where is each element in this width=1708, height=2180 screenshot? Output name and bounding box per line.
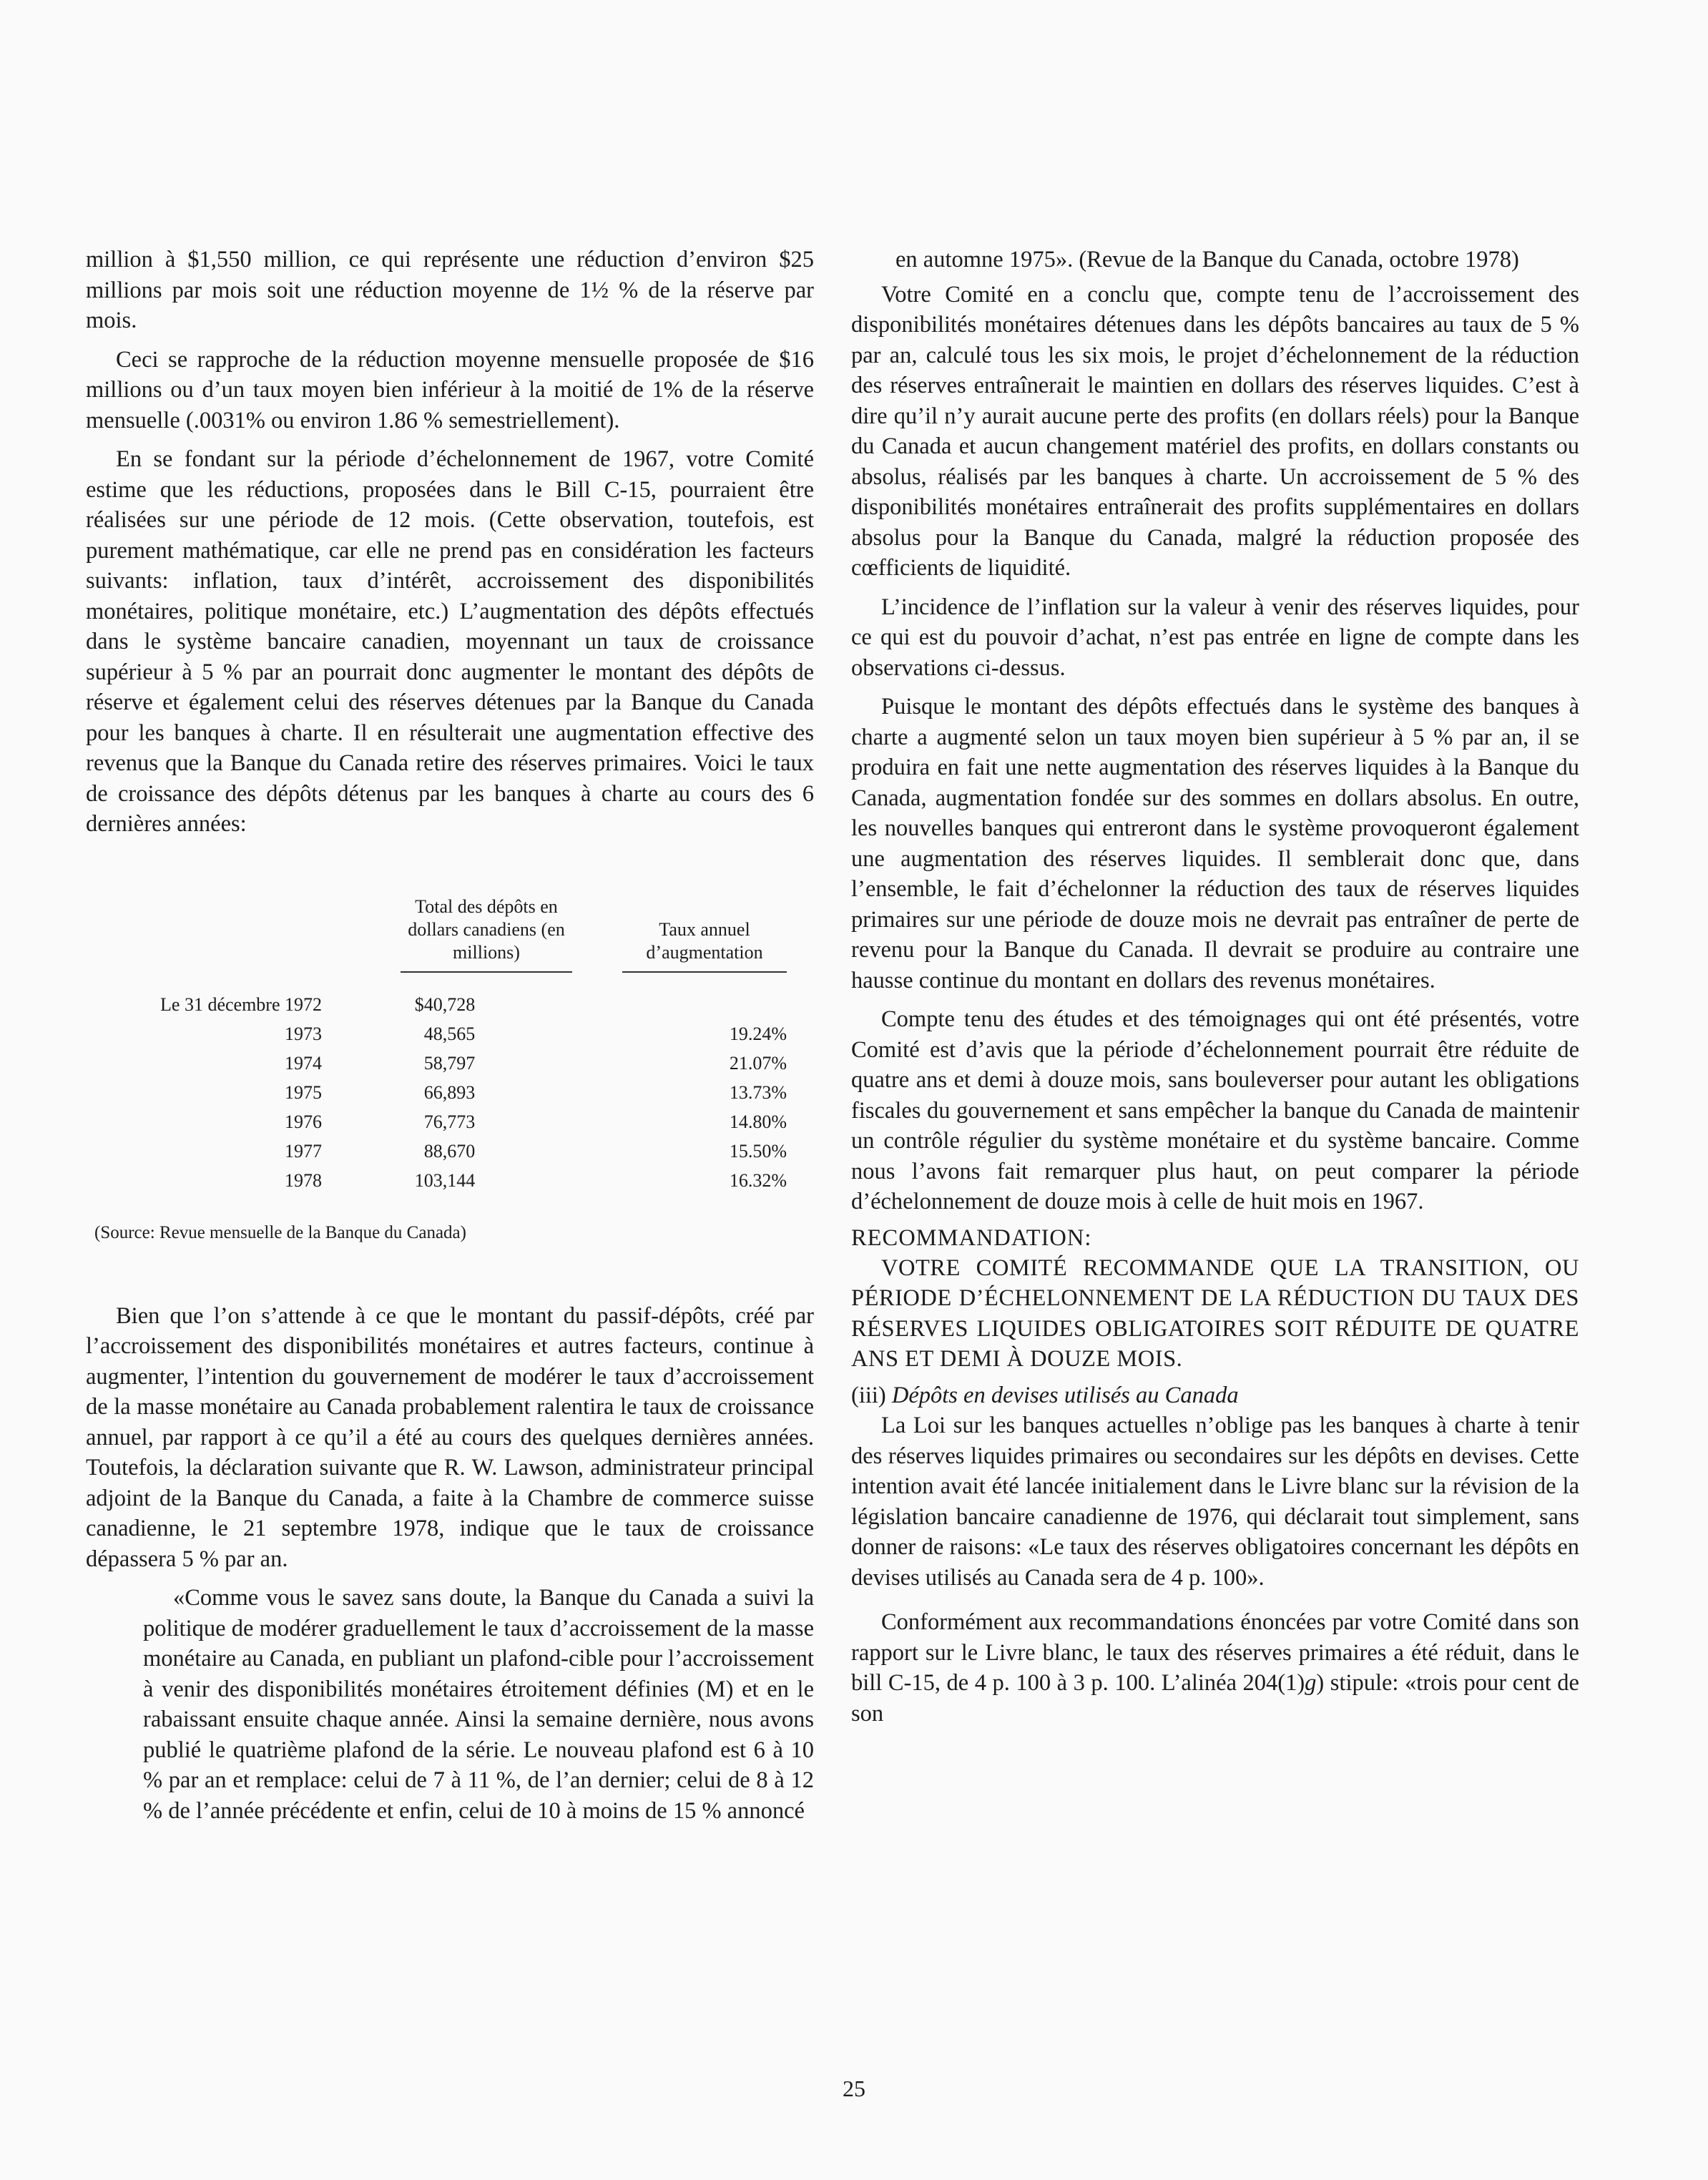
column-header-total: Total des dépôts en dollars canadiens (en millions) (401, 895, 572, 973)
row-rate: 21.07% (729, 1052, 787, 1074)
row-label: Le 31 décembre 1972 (160, 993, 322, 1015)
row-total: 48,565 (423, 1023, 476, 1044)
row-rate: 14.80% (729, 1111, 787, 1132)
row-total: 58,797 (423, 1052, 476, 1074)
paragraph: En se fondant sur la période d’échelonnement de 1967, votre Comité estime que les réductions, proposées dans le Bill C-15, pourraient être réalisées sur une période de 12 mois. (Cette observation, toutefois, est purement mathématique, car elle ne prend pas en considération les facteurs suivants: inflation, taux d’intérêt, accroissement des disponibilités monétaires, politique monétaire, etc.) L’augmentation des dépôts effectués dans le système bancaire canadien, moyennant un taux de croissance supérieur à 5 % par an pourrait donc augmenter le montant des dépôts de réserve et également celui des réserves détenues par la Banque du Canada pour les banques à charte. Il en résulterait une augmentation effective des revenus que la Banque du Canada retire des réserves primaires. Voici le taux de croissance des dépôts détenus par les banques à charte au cours des 6 dernières années: (86, 446, 814, 837)
row-label: 1975 (285, 1081, 322, 1103)
paragraph: million à $1,550 million, ce qui représente une réduction d’environ $25 millions par mois soit une réduction moyenne de 1½ % de la réserve par mois. (86, 247, 814, 333)
paragraph: Puisque le montant des dépôts effectués dans le système des banques à charte a augmenté selon un taux moyen bien supérieur à 5 % par an, il se produira en fait une nette augmentation des réserves liquides à la Banque du Canada, augmentation fondée sur des sommes en dollars absolus. En outre, les nouvelles banques qui entreront dans le système provoqueront également une augmentation des réserves liquides. Il semblerait donc que, dans l’ensemble, le fait d’échelonner la réduction des taux de réserves liquides primaires sur une période de douze mois ne devrait pas entraîner de perte de revenu pour la Banque du Canada. Il devrait se produire au contraire une hausse continue du montant en dollars des revenus monétaires. (851, 694, 1579, 993)
row-label: 1977 (285, 1140, 322, 1162)
table-row (86, 1078, 787, 1107)
row-label: 1978 (285, 1169, 322, 1191)
quotation: «Comme vous le savez sans doute, la Banque du Canada a suivi la politique de modérer graduellement le taux d’accroissement de la masse monétaire au Canada, en publiant un plafond-cible pour l’accroissement à venir des disponibilités monétaires étroitement définies (M) et en le rabaissant ensuite chaque année. Ainsi la semaine dernière, nous avons publié le quatrième plafond de la série. Le nouveau plafond est 6 à 10 % par an et remplace: celui de 7 à 11 %, de l’an dernier; celui de 8 à 12 % de l’année précédente et enfin, celui de 10 à moins de 15 % annoncé (143, 1585, 814, 1824)
right-column (851, 245, 1579, 1729)
table-row (86, 1049, 787, 1078)
table-row (86, 1166, 787, 1195)
subsection-number: (iii) (851, 1382, 886, 1408)
row-rate: 16.32% (729, 1169, 787, 1191)
paragraph: L’incidence de l’inflation sur la valeur à venir des réserves liquides, pour ce qui est du pouvoir d’achat, n’est pas entrée en ligne de compte dans les observations ci-dessus. (851, 594, 1579, 681)
paragraph: Compte tenu des études et des témoignages qui ont été présentés, votre Comité est d’avis que la période d’échelonnement pourrait être réduite de quatre ans et demi à douze mois, sans bouleverser pour autant les obligations fiscales du gouvernement et sans empêcher la banque du Canada de maintenir un contrôle régulier du système monétaire et du système bancaire. Comme nous l’avons fait remarquer plus haut, on peut comparer la période d’échelonnement de douze mois à celle de huit mois en 1967. (851, 1006, 1579, 1214)
row-total: 76,773 (423, 1111, 476, 1132)
recommendation-text: VOTRE COMITÉ RECOMMANDE QUE LA TRANSITION, OU PÉRIODE D’ÉCHELONNEMENT DE LA RÉDUCTION DU TAUX DES RÉSERVES LIQUIDES OBLIGATOIRES SOIT RÉDUITE DE QUATRE ANS ET DEMI À DOUZE MOIS. (851, 1255, 1579, 1372)
quotation-end: en automne 1975». (Revue de la Banque du Canada, octobre 1978) (895, 247, 1519, 272)
table-header-row (86, 895, 787, 973)
paragraph: La Loi sur les banques actuelles n’oblige pas les banques à charte à tenir des réserves liquides primaires ou secondaires sur les dépôts en devises. Cette intention avait été lancée initialement dans le Livre blanc sur la révision de la législation bancaire canadienne de 1976, qui déclarait tout simplement, sans donner de raisons: «Le taux des réserves obligatoires concernant les dépôts en devises utilisés au Canada sera de 4 p. 100». (851, 1413, 1579, 1591)
row-total: $40,728 (414, 993, 476, 1015)
subsection-heading (851, 1380, 1579, 1411)
row-rate: 13.73% (729, 1081, 787, 1103)
page-number: 25 (843, 2076, 865, 2101)
table-row (86, 1107, 787, 1136)
subsection-title: Dépôts en devises utilisés au Canada (891, 1382, 1239, 1408)
row-label: 1974 (285, 1052, 322, 1074)
paragraph: Ceci se rapproche de la réduction moyenne mensuelle proposée de $16 millions ou d’un taux moyen bien inférieur à la moitié de 1% de la réserve mensuelle (.0031% ou environ 1.86 % semestriellement). (86, 346, 814, 433)
table-row (86, 1136, 787, 1166)
row-total: 103,144 (414, 1169, 476, 1191)
row-rate (572, 990, 787, 1019)
row-label: 1976 (285, 1111, 322, 1132)
paragraph: Votre Comité en a conclu que, compte tenu de l’accroissement des disponibilités monétaires détenues dans les dépôts bancaires au taux de 5 % par an, calculé tous les six mois, le projet d’échelonnement de la réduction des réserves entraînerait le maintien en dollars des réserves liquides. C’est à dire qu’il n’y aurait aucune perte des profits (en dollars réels) pour la Banque du Canada et aucun changement matériel des profits, en dollars constants ou absolus, réalisés par les banques à charte. Un accroissement de 5 % des disponibilités monétaires entraînerait des profits supplémentaires en dollars absolus pour la Banque du Canada, malgré la réduction proposée des cœfficients de liquidité. (851, 281, 1579, 581)
section-heading: RECOMMANDATION: (851, 1224, 1092, 1251)
column-header-rate: Taux annuel d’augmentation (622, 918, 787, 973)
row-total: 88,670 (423, 1140, 476, 1162)
deposits-table (86, 895, 787, 1195)
paragraph: Bien que l’on s’attende à ce que le montant du passif-dépôts, créé par l’accroissement des disponibilités monétaires et autres facteurs, continue à augmenter, l’intention du gouvernement de modérer le taux d’accroissement de la masse monétaire au Canada probablement ralentira le taux de croissance annuel, par rapport à ce qu’il a été au cours des quelques dernières années. Toutefois, la déclaration suivante que R. W. Lawson, administrateur principal adjoint de la Banque du Canada, a faite à la Chambre de commerce suisse canadienne, le 21 septembre 1978, indique que le taux de croissance dépassera 5 % par an. (86, 1302, 814, 1572)
row-total: 66,893 (423, 1081, 476, 1103)
row-rate: 15.50% (729, 1140, 787, 1162)
row-rate: 19.24% (729, 1023, 787, 1044)
table-source-note: (Source: Revue mensuelle de la Banque du Canada) (94, 1222, 466, 1242)
row-label: 1973 (285, 1023, 322, 1044)
paragraph: Conformément aux recommandations énoncées par votre Comité dans son rapport sur le Livre blanc, le taux des réserves primaires a été réduit, dans le bill C-15, de 4 p. 100 à 3 p. 100. L’alinéa 204(1)g) stipule: «trois pour cent de son (851, 1609, 1579, 1727)
table-row (86, 990, 787, 1019)
table-row (86, 1019, 787, 1049)
left-column (86, 245, 814, 1826)
